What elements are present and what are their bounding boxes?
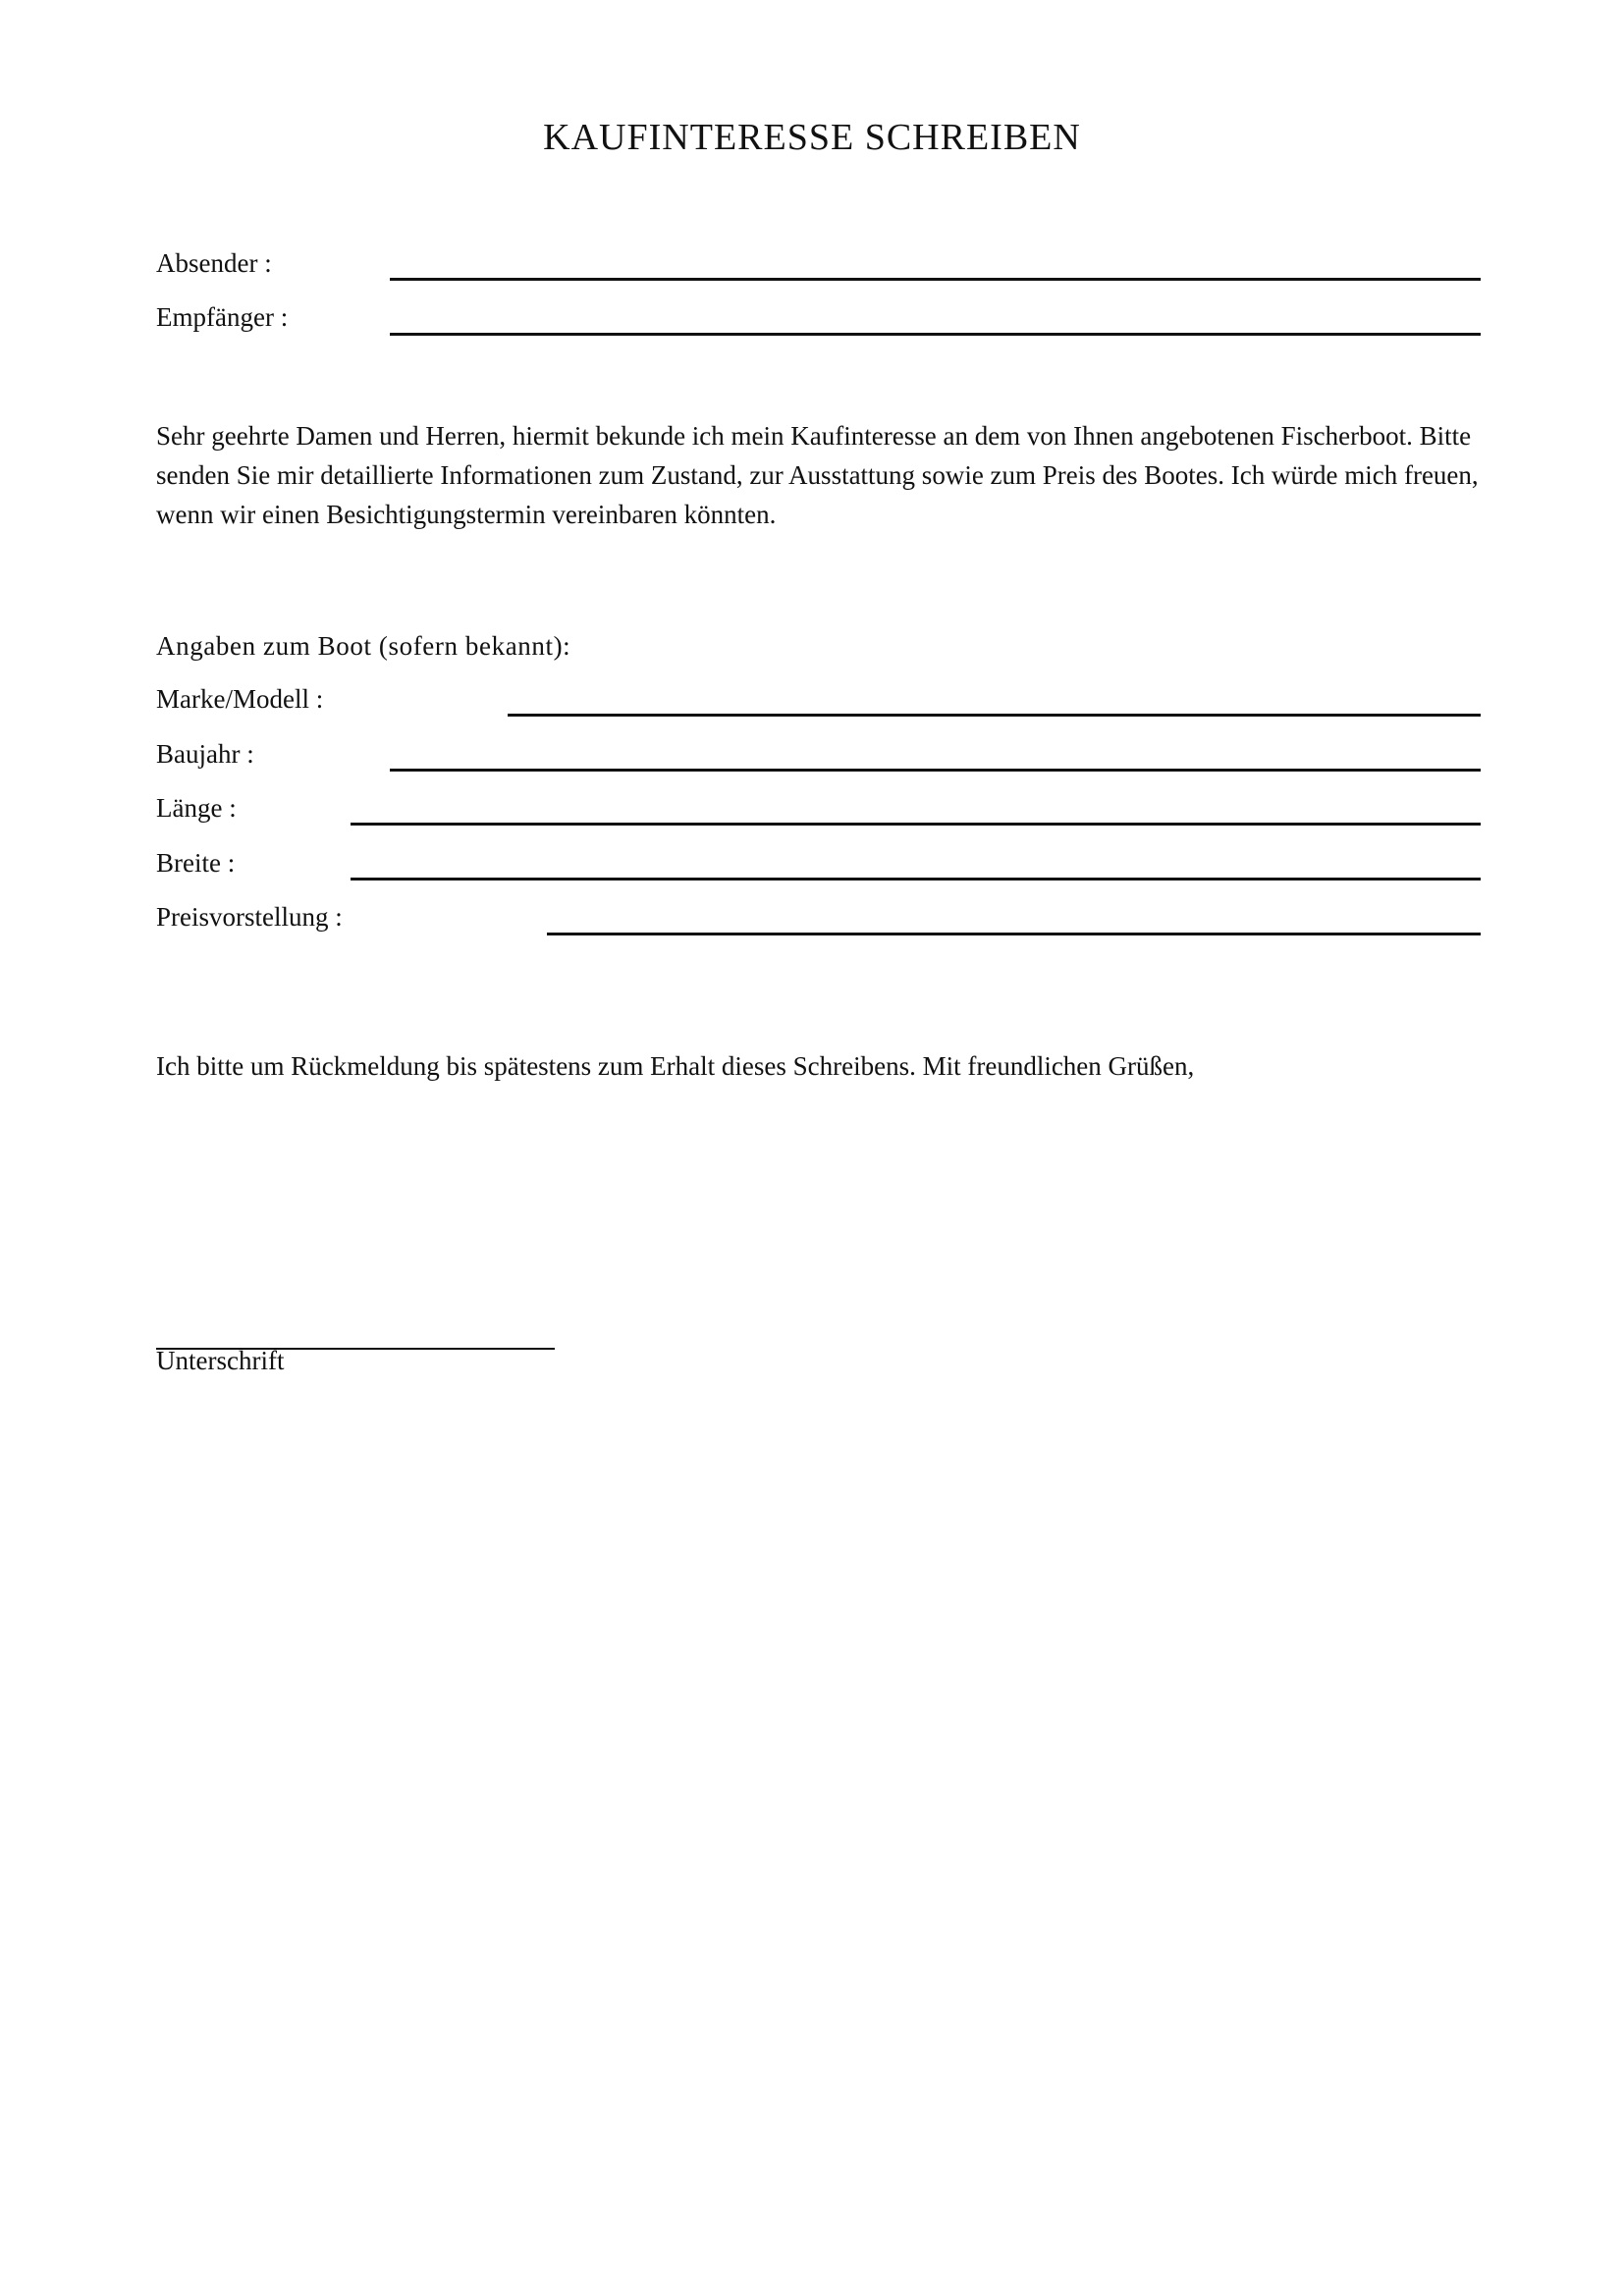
price-label: Preisvorstellung : (156, 902, 343, 932)
width-field-line[interactable] (351, 878, 1481, 881)
boat-section-heading: Angaben zum Boot (sofern bekannt): (156, 631, 571, 661)
price-field-line[interactable] (547, 933, 1481, 935)
document-title: KAUFINTERESSE SCHREIBEN (543, 117, 1081, 158)
intro-paragraph: Sehr geehrte Damen und Herren, hiermit bekunde ich mein Kaufinteresse an dem von Ihnen angebotenen Fischerboot. Bitte senden Sie mir detaillierte Informationen zum Zustand, zur Ausstattung sowie zum Preis des Bootes. Ich würde mich freuen, wenn wir einen Besichtigungstermin vereinbaren könnten. (156, 421, 1479, 529)
recipient-field-line[interactable] (390, 333, 1481, 336)
year-label: Baujahr : (156, 739, 254, 769)
year-field-line[interactable] (390, 769, 1481, 772)
width-label: Breite : (156, 848, 236, 878)
length-field-line[interactable] (351, 823, 1481, 826)
sender-field-line[interactable] (390, 278, 1481, 281)
sender-label: Absender : (156, 248, 272, 278)
closing-paragraph: Ich bitte um Rückmeldung bis spätestens zum Erhalt dieses Schreibens. Mit freundlichen Grüßen, (156, 1051, 1195, 1081)
brand-model-label: Marke/Modell : (156, 684, 324, 714)
brand-model-field-line[interactable] (508, 714, 1481, 717)
signature-label: Unterschrift (156, 1346, 285, 1375)
recipient-label: Empfänger : (156, 302, 289, 332)
length-label: Länge : (156, 793, 237, 823)
